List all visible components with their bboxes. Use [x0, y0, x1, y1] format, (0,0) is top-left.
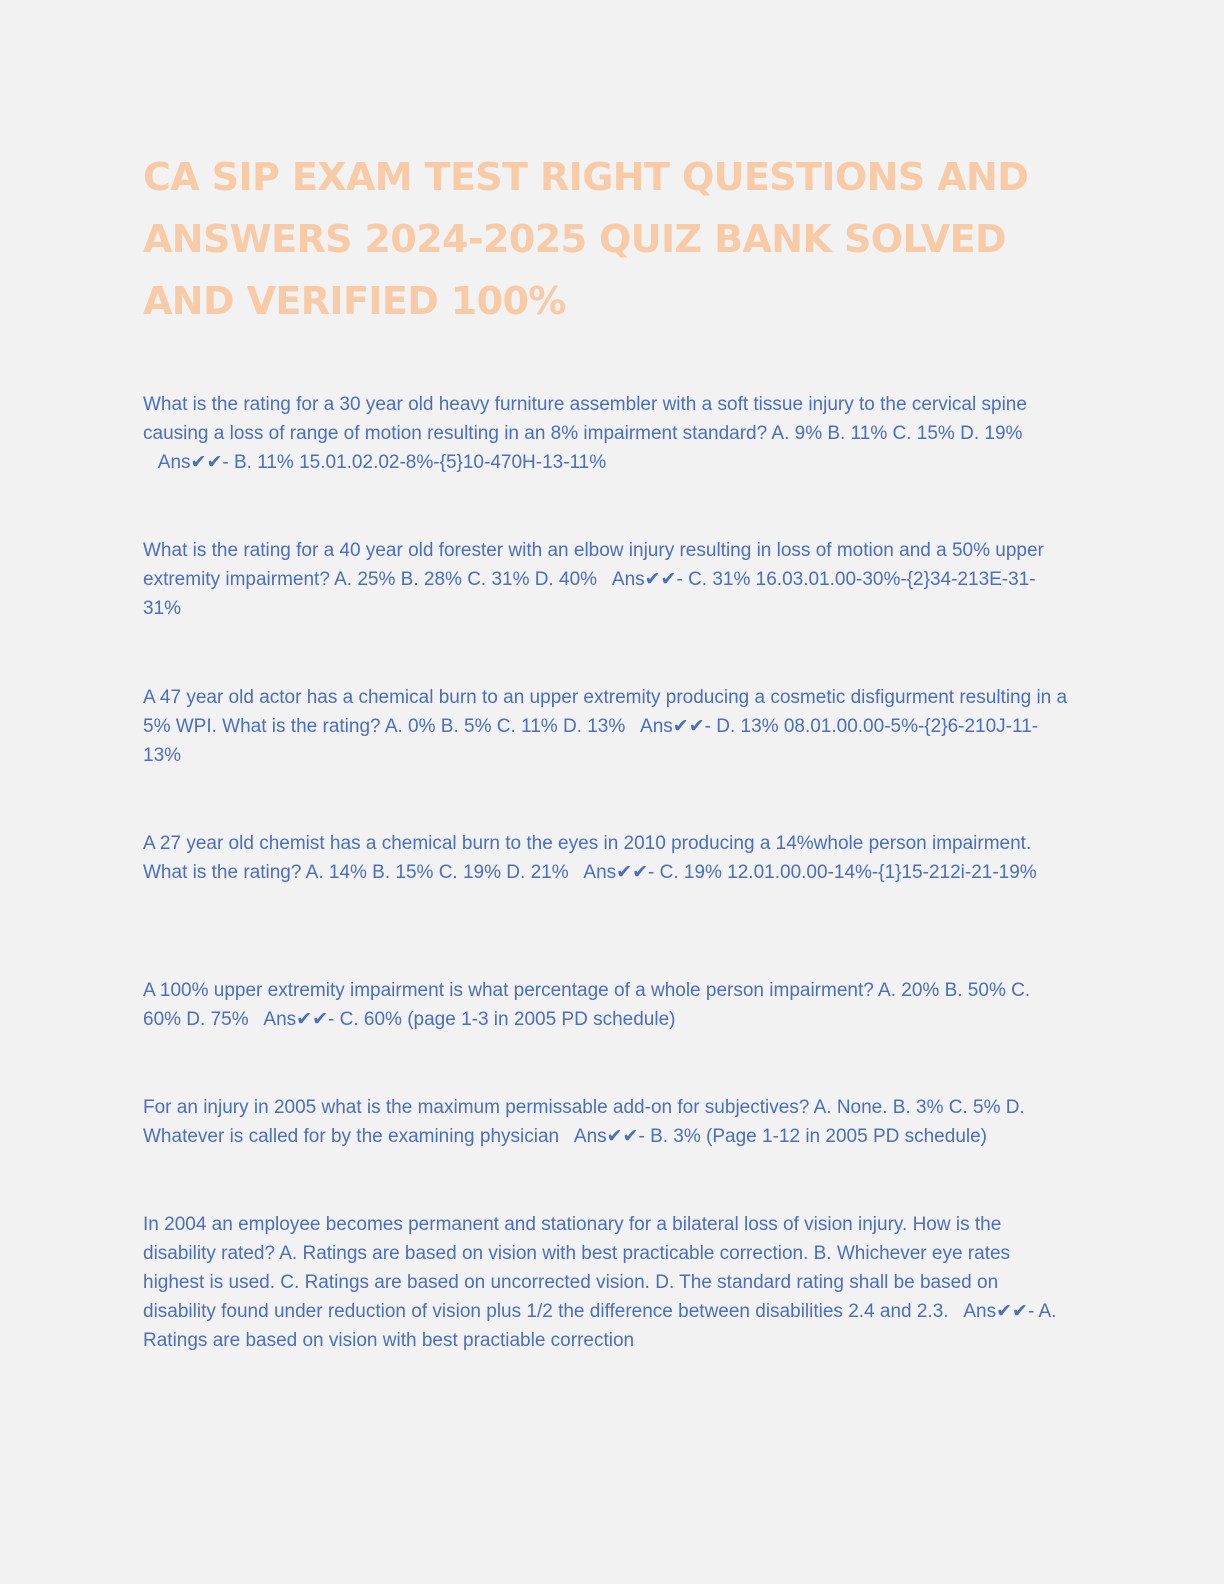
answer-text: Ans✔✔- C. 31% 16.03.01.00-30%-{2}34-213E-31-31%	[143, 569, 1036, 619]
answer-text: Ans✔✔- B. 11% 15.01.02.02-8%-{5}10-470H-13-11%	[157, 452, 607, 473]
answer-text: Ans✔✔- A. Ratings are based on vision with best practiable correction	[143, 1301, 1057, 1351]
qa-item	[143, 683, 1073, 770]
qa-item	[143, 829, 1073, 887]
qa-item	[143, 1093, 1073, 1151]
qa-item	[143, 976, 1073, 1034]
question-text: A 47 year old actor has a chemical burn to an upper extremity producing a cosmetic disfigurment resulting in a 5% WPI. What is the rating? A. 0% B. 5% C. 11% D. 13%	[143, 687, 1068, 737]
question-text: In 2004 an employee becomes permanent and stationary for a bilateral loss of vision injury. How is the disability rated? A. Ratings are based on vision with best practicable correction. B. Whichever eye rates highest is used. C. Ratings are based on uncorrected vision. D. The standard rating shall be based on disability found under reduction of vision plus 1/2 the difference between disabilities 2.4 and 2.3.	[143, 1214, 1011, 1322]
document-title: CA SIP EXAM TEST RIGHT QUESTIONS AND ANSWERS 2024-2025 QUIZ BANK SOLVED AND VERIFIED 100%	[143, 155, 1029, 323]
qa-item	[143, 1210, 1073, 1355]
question-text: A 27 year old chemist has a chemical burn to the eyes in 2010 producing a 14%whole person impairment. What is the rating? A. 14% B. 15% C. 19% D. 21%	[143, 833, 1032, 883]
question-text: For an injury in 2005 what is the maximum permissable add-on for subjectives? A. None. B. 3% C. 5% D. Whatever is called for by the examining physician	[143, 1097, 1025, 1147]
answer-text: Ans✔✔- D. 13% 08.01.00.00-5%-{2}6-210J-11-13%	[143, 716, 1039, 766]
question-text: What is the rating for a 30 year old heavy furniture assembler with a soft tissue injury to the cervical spine causing a loss of range of motion resulting in an 8% impairment standard? A. 9% B. 11% C. 15% D. 19%	[143, 394, 1027, 444]
answer-text: Ans✔✔- B. 3% (Page 1-12 in 2005 PD schedule)	[573, 1126, 988, 1147]
answer-text: Ans✔✔- C. 19% 12.01.00.00-14%-{1}15-212i-21-19%	[583, 862, 1037, 883]
answer-text: Ans✔✔- C. 60% (page 1-3 in 2005 PD schedule)	[263, 1009, 676, 1030]
qa-item	[143, 390, 1073, 477]
question-text: What is the rating for a 40 year old forester with an elbow injury resulting in loss of motion and a 50% upper extremity impairment? A. 25% B. 28% C. 31% D. 40%	[143, 540, 1044, 590]
question-text: A 100% upper extremity impairment is what percentage of a whole person impairment? A. 20% B. 50% C. 60% D. 75%	[143, 980, 1031, 1030]
qa-item	[143, 536, 1073, 623]
